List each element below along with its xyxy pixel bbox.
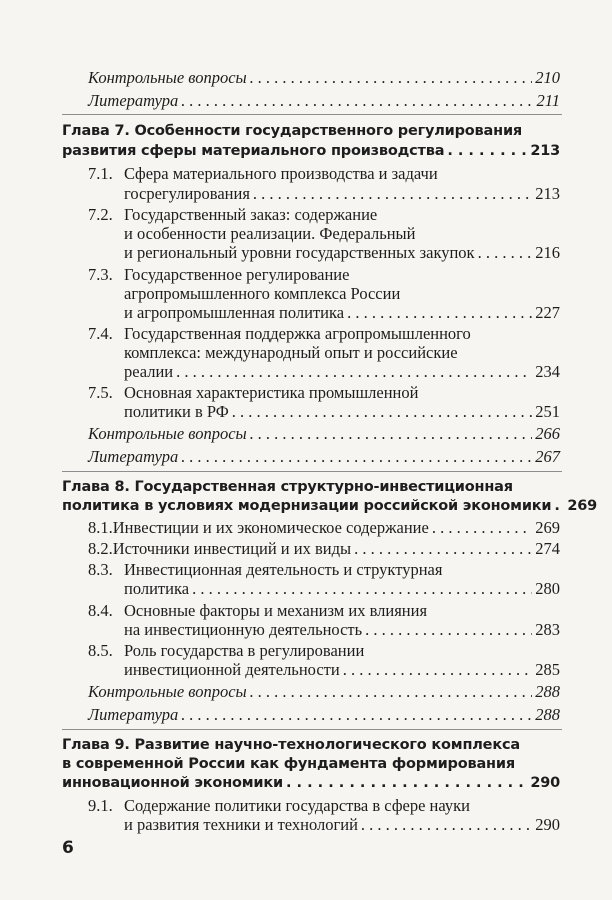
section-8-4: 8.4. Основные факторы и механизм их влияния xyxy=(88,601,428,620)
page-ref: 274 xyxy=(535,539,560,558)
section-7-3-cont: и агропромышленная политика . . . 227 xyxy=(124,302,560,323)
leader-dots xyxy=(250,423,533,444)
page-ref: 283 xyxy=(535,620,560,639)
page-ref: 211 xyxy=(536,91,560,110)
section-7-4-cont: реалии . . . 234 xyxy=(124,361,560,382)
toc-entry-literature: Литература . . . 267 xyxy=(88,446,560,467)
leader-dots xyxy=(354,538,532,559)
section-8-1: 8.1. Инвестиции и их экономическое содержание . . . 269 xyxy=(88,517,560,538)
leader-dots xyxy=(478,242,533,263)
page-ref: 267 xyxy=(535,447,560,466)
leader-dots xyxy=(343,659,533,680)
toc-entry-literature: Литература . . . 211 xyxy=(88,90,560,111)
leader-dots xyxy=(192,578,532,599)
leader-dots xyxy=(176,361,532,382)
page-ref: 227 xyxy=(535,303,560,322)
section-8-3: 8.3. Инвестиционная деятельность и структурная xyxy=(88,560,443,579)
page-ref: 285 xyxy=(535,660,560,679)
toc-entry-questions: Контрольные вопросы . . . 210 xyxy=(88,67,560,88)
leader-dots xyxy=(181,446,532,467)
chapter-9-title-cont: в современной России как фундамента формирования xyxy=(62,756,515,772)
leader-dots xyxy=(181,90,533,111)
page-ref: 280 xyxy=(535,579,560,598)
leader-dots xyxy=(432,517,532,538)
section-9-1-cont: и развития техники и технологий . . . 290 xyxy=(124,814,560,835)
leader-dots xyxy=(286,773,527,794)
page-ref: 288 xyxy=(535,705,560,724)
chapter-8-title-cont: политика в условиях модернизации российской экономики . . . 269 xyxy=(62,496,560,517)
leader-dots xyxy=(361,814,532,835)
page-ref: 290 xyxy=(530,775,560,791)
section-7-2-cont: и региональный уровни государственных закупок . . . 216 xyxy=(124,242,560,263)
section-7-2: 7.2. Государственный заказ: содержание xyxy=(88,205,378,224)
section-7-5: 7.5. Основная характеристика промышленной xyxy=(88,383,419,402)
section-7-2-cont: и особенности реализации. Федеральный xyxy=(124,224,416,243)
section-8-5: 8.5. Роль государства в регулировании xyxy=(88,641,365,660)
section-8-5-cont: инвестиционной деятельности . . . 285 xyxy=(124,659,560,680)
toc-entry-questions: Контрольные вопросы . . . 266 xyxy=(88,423,560,444)
section-7-4: 7.4. Государственная поддержка агропромышленного xyxy=(88,324,471,343)
section-7-1: 7.1. Сфера материального производства и задачи xyxy=(88,164,438,183)
section-9-1: 9.1. Содержание политики государства в сфере науки xyxy=(88,796,470,815)
divider xyxy=(62,471,562,472)
section-7-4-cont: комплекса: международный опыт и российские xyxy=(124,343,458,362)
page-ref: 251 xyxy=(535,402,560,421)
page-ref: 210 xyxy=(535,68,560,87)
leader-dots xyxy=(447,141,527,162)
page-ref: 269 xyxy=(535,518,560,537)
section-7-3-cont: агропромышленного комплекса России xyxy=(124,284,401,303)
leader-dots xyxy=(181,704,532,725)
page-ref: 266 xyxy=(535,424,560,443)
page-ref: 290 xyxy=(535,815,560,834)
page-ref: 213 xyxy=(535,184,560,203)
page-ref: 234 xyxy=(535,362,560,381)
section-8-3-cont: политика . . . 280 xyxy=(124,578,560,599)
page-ref: 216 xyxy=(535,243,560,262)
page-number: 6 xyxy=(62,838,74,858)
page-ref: 288 xyxy=(535,682,560,701)
leader-dots xyxy=(232,401,532,422)
leader-dots xyxy=(253,183,532,204)
divider xyxy=(62,729,562,730)
leader-dots xyxy=(250,67,533,88)
leader-dots xyxy=(554,496,564,517)
chapter-7-title: Глава 7. Особенности государственного регулирования xyxy=(62,123,523,139)
page-ref: 213 xyxy=(530,143,560,159)
section-8-4-cont: на инвестиционную деятельность . . . 283 xyxy=(124,619,560,640)
section-7-1-cont: госрегулирования . . . 213 xyxy=(124,183,560,204)
toc-entry-literature: Литература . . . 288 xyxy=(88,704,560,725)
chapter-7-title-cont: развития сферы материального производства . . . 213 xyxy=(62,141,560,162)
toc-entry-questions: Контрольные вопросы . . . 288 xyxy=(88,681,560,702)
chapter-9-title-cont: инновационной экономики . . . 290 xyxy=(62,773,560,794)
leader-dots xyxy=(250,681,533,702)
leader-dots xyxy=(365,619,532,640)
section-8-2: 8.2. Источники инвестиций и их виды . . . 274 xyxy=(88,538,560,559)
chapter-9-title: Глава 9. Развитие научно-технологического комплекса xyxy=(62,737,520,753)
section-7-5-cont: политики в РФ . . . 251 xyxy=(124,401,560,422)
chapter-8-title: Глава 8. Государственная структурно-инвестиционная xyxy=(62,479,513,495)
section-7-3: 7.3. Государственное регулирование xyxy=(88,265,350,284)
leader-dots xyxy=(347,302,532,323)
page-ref: 269 xyxy=(567,498,598,514)
divider xyxy=(62,114,562,115)
